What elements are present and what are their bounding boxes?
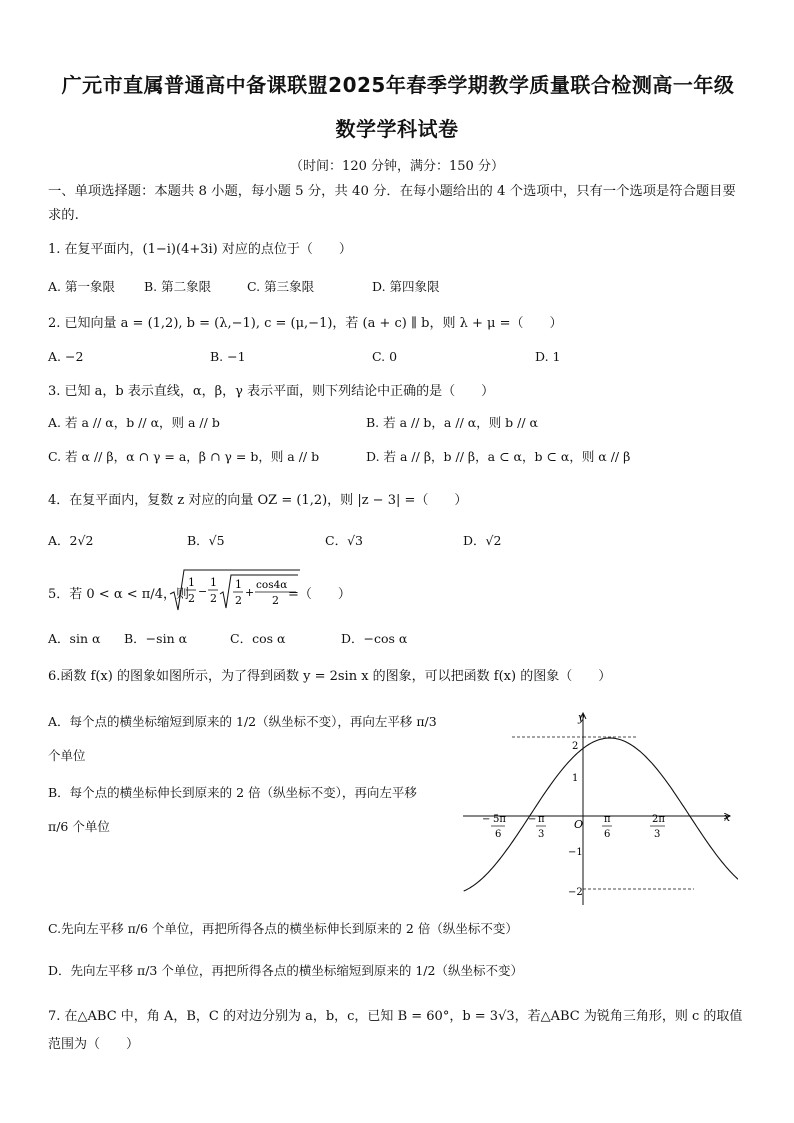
y-tick-2: 2 xyxy=(572,741,579,752)
question-4-stem: 4．在复平面内，复数 z 对应的向量 OZ = (1,2)，则 |z − 3| =（ ） xyxy=(48,493,468,508)
question-4-option-d: D．√2 xyxy=(463,533,502,548)
svg-text:6: 6 xyxy=(604,829,611,840)
svg-text:1: 1 xyxy=(210,576,217,589)
svg-text:−: − xyxy=(528,814,537,825)
section-intro: 一、单项选择题：本题共 8 小题，每小题 5 分，共 40 分．在每小题给出的 4 个选项中，只有一个选项是符合题目要求的. xyxy=(48,184,736,223)
question-6-stem: 6.函数 f(x) 的图象如图所示，为了得到函数 y = 2sin x 的图象，可以把函数 f(x) 的图象（ ） xyxy=(48,669,612,684)
svg-text:2π: 2π xyxy=(652,814,665,825)
y-tick-neg1: −1 xyxy=(568,847,583,858)
question-3-option-a: A. 若 a // α，b // α，则 a // b xyxy=(48,415,220,430)
svg-text:π: π xyxy=(538,814,545,825)
question-1-stem: 1. 在复平面内，(1−i)(4+3i) 对应的点位于（ ） xyxy=(48,242,352,257)
question-1-option-a: A. 第一象限 xyxy=(48,279,115,294)
question-6-option-a: A．每个点的横坐标缩短到原来的 1/2（纵坐标不变），再向左平移 π/3 个单位 xyxy=(48,714,437,763)
sine-graph-svg xyxy=(458,705,738,910)
question-4-option-a: A．2√2 xyxy=(48,533,94,548)
question-6-option-b: B．每个点的横坐标伸长到原来的 2 倍（纵坐标不变），再向左平移 π/6 个单位 xyxy=(48,785,417,834)
svg-text:2: 2 xyxy=(235,594,242,607)
svg-text:3: 3 xyxy=(538,829,545,840)
question-5-option-d: D．−cos α xyxy=(341,631,408,646)
question-4-option-c: C．√3 xyxy=(325,533,363,548)
question-6-option-d: D．先向左平移 π/3 个单位，再把所得各点的横坐标缩短到原来的 1/2（纵坐标不变） xyxy=(48,963,523,978)
svg-text:−: − xyxy=(198,585,208,598)
origin-label: O xyxy=(574,818,584,831)
question-5-option-c: C．cos α xyxy=(230,631,286,646)
question-1-option-c: C. 第三象限 xyxy=(247,279,315,294)
question-4-option-b: B．√5 xyxy=(187,533,225,548)
svg-text:2: 2 xyxy=(210,592,217,605)
svg-text:π: π xyxy=(604,814,611,825)
svg-text:6: 6 xyxy=(495,829,502,840)
svg-text:−: − xyxy=(482,814,491,825)
question-5-option-a: A．sin α xyxy=(48,631,101,646)
exam-title-line2: 数学学科试卷 xyxy=(335,117,459,141)
question-2-option-a: A. −2 xyxy=(48,349,84,364)
svg-text:1: 1 xyxy=(188,576,195,589)
question-2-option-b: B. −1 xyxy=(210,349,246,364)
y-tick-neg2: −2 xyxy=(568,887,583,898)
exam-title-line1: 广元市直属普通高中备课联盟2025年春季学期教学质量联合检测高一年级 xyxy=(61,73,735,97)
svg-text:cos4α: cos4α xyxy=(256,579,288,591)
y-axis-label: y xyxy=(578,711,585,724)
svg-text:1: 1 xyxy=(235,578,242,591)
svg-text:2: 2 xyxy=(272,594,279,607)
x-tick-2pi3 xyxy=(650,814,665,840)
x-tick-neg5pi6 xyxy=(482,814,506,840)
svg-text:+: + xyxy=(245,586,255,599)
question-2-option-d: D. 1 xyxy=(535,349,561,364)
question-6-option-c: C.先向左平移 π/6 个单位，再把所得各点的横坐标伸长到原来的 2 倍（纵坐标不变） xyxy=(48,921,518,936)
x-tick-negpi3 xyxy=(528,814,546,840)
question-1-option-b: B. 第二象限 xyxy=(144,279,212,294)
x-axis-label: x xyxy=(724,811,731,824)
svg-text:5π: 5π xyxy=(493,814,506,825)
nested-radical-svg xyxy=(168,566,304,614)
y-tick-1: 1 xyxy=(572,773,579,784)
question-3-option-b: B. 若 a // b，a // α，则 b // α xyxy=(366,415,538,430)
exam-meta: （时间：120 分钟，满分：150 分） xyxy=(290,159,504,174)
question-2-option-c: C. 0 xyxy=(372,349,398,364)
question-2-stem: 2. 已知向量 a = (1,2), b = (λ,−1), c = (μ,−1)，若 (a + c) ∥ b，则 λ + μ =（ ） xyxy=(48,316,563,331)
question-3-stem: 3. 已知 a，b 表示直线，α，β，γ 表示平面，则下列结论中正确的是（ ） xyxy=(48,384,495,399)
x-tick-pi6 xyxy=(602,814,612,840)
svg-text:2: 2 xyxy=(188,592,195,605)
question-5-stem-prefix: 5．若 0 < α < π/4，则 xyxy=(48,587,189,602)
question-5-option-b: B．−sin α xyxy=(124,631,188,646)
sine-graph xyxy=(458,705,738,910)
question-1-option-d: D. 第四象限 xyxy=(372,279,440,294)
question-5-stem-suffix: =（ ） xyxy=(288,587,351,602)
question-3-option-d: D. 若 a // β，b // β，a ⊂ α，b ⊂ α，则 α // β xyxy=(366,449,631,464)
nested-radical-expression xyxy=(168,566,304,614)
question-7-stem: 7. 在△ABC 中，角 A，B，C 的对边分别为 a，b，c，已知 B = 60°，b = 3√3，若△ABC 为锐角三角形，则 c 的取值范围为（ ） xyxy=(48,1009,743,1052)
svg-text:3: 3 xyxy=(654,829,661,840)
question-3-option-c: C. 若 α // β，α ∩ γ = a，β ∩ γ = b，则 a // b xyxy=(48,449,320,464)
